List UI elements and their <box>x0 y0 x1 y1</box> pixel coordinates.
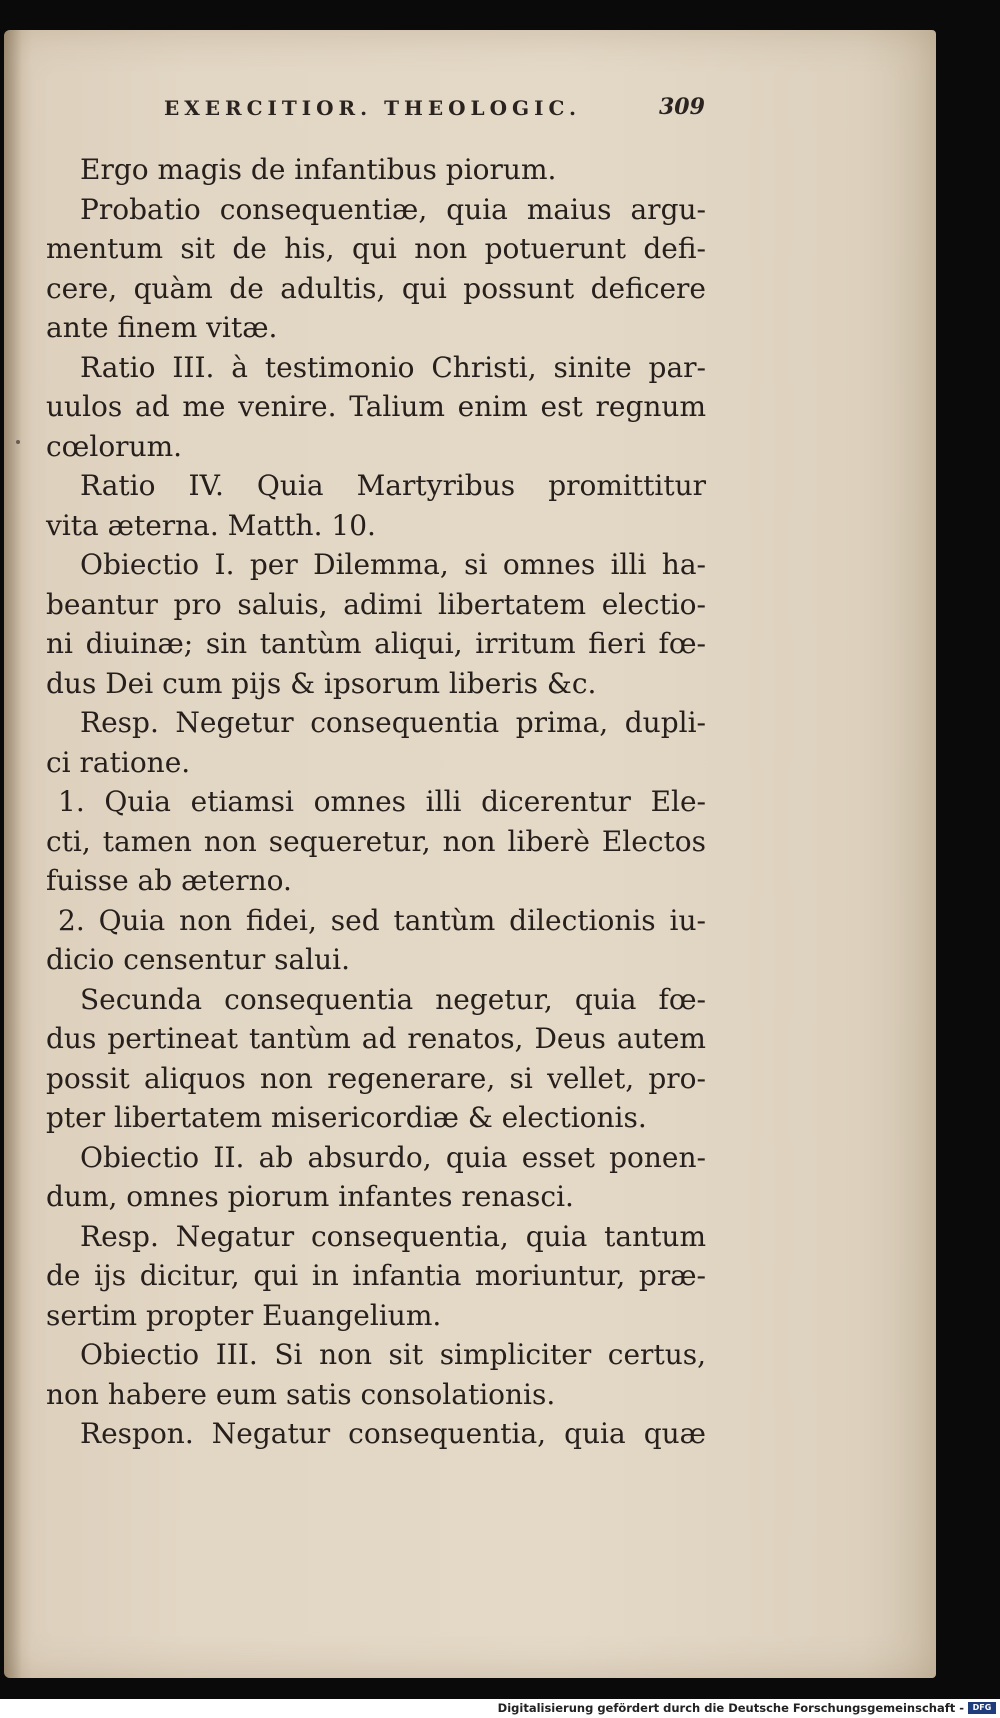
text-line: Obiectio I. per Dilemma, si omnes illi ha- <box>80 548 706 581</box>
dfg-logo: DFG <box>968 1702 996 1714</box>
text-line: Ratio III. à testimonio Christi, sinite par- <box>80 350 706 384</box>
text-line: dum, omnes piorum infantes renasci. <box>46 1180 574 1213</box>
text-line: ni diuinæ; sin tantùm aliqui, irritum fieri fœ- <box>46 627 706 660</box>
text-line: dus Dei cum pijs & ipsorum liberis &c. <box>46 666 597 700</box>
text-line: sertim propter Euangelium. <box>46 1298 442 1332</box>
text-line: beantur pro saluis, adimi libertatem electio- <box>46 587 706 621</box>
text-line: possit aliquos non regenerare, si vellet, pro- <box>46 1061 706 1095</box>
page-number: 309 <box>659 94 705 120</box>
text-line: mentum sit de his, qui non potuerunt defi- <box>46 232 706 265</box>
body-text <box>46 150 706 1454</box>
text-line: cere, quàm de adultis, qui possunt deficere <box>46 271 706 305</box>
text-line: non habere eum satis consolationis. <box>46 1377 556 1411</box>
text-line: Obiectio III. Si non sit simpliciter certus, <box>80 1338 706 1371</box>
book-page <box>4 30 936 1678</box>
text-line: vita æterna. Matth. 10. <box>46 508 376 542</box>
text-line: Secunda consequentia negetur, quia fœ- <box>80 982 706 1016</box>
running-head <box>4 88 936 128</box>
running-head-title: EXERCITIOR. THEOLOGIC. <box>164 96 582 120</box>
text-line: ci ratione. <box>46 745 191 779</box>
text-line: Resp. Negatur consequentia, quia tantum <box>80 1219 706 1253</box>
text-line: 1. Quia etiamsi omnes illi dicerentur Ele- <box>58 785 706 818</box>
text-line: ante finem vitæ. <box>46 311 278 344</box>
text-line: Ergo magis de infantibus piorum. <box>80 153 557 186</box>
text-line: fuisse ab æterno. <box>46 864 292 897</box>
text-line: Obiectio II. ab absurdo, quia esset ponen- <box>80 1140 706 1174</box>
text-line: cti, tamen non sequeretur, non liberè Electos <box>46 824 706 858</box>
footer-credit-bar <box>0 1699 1000 1718</box>
text-line: pter libertatem misericordiæ & electionis. <box>46 1101 647 1134</box>
margin-mark <box>16 440 20 444</box>
text-line: cœlorum. <box>46 429 183 463</box>
text-line: de ijs dicitur, qui in infantia moriuntur, præ- <box>46 1259 706 1292</box>
text-line: dicio censentur salui. <box>46 943 351 976</box>
text-line: Probatio consequentiæ, quia maius argu- <box>80 192 706 226</box>
funding-credit: Digitalisierung gefördert durch die Deutsche Forschungsgemeinschaft - <box>497 1701 964 1715</box>
text-line: 2. Quia non fidei, sed tantùm dilectionis iu- <box>58 903 706 937</box>
text-line: Ratio IV. Quia Martyribus promittitur <box>80 469 706 502</box>
text-line: Respon. Negatur consequentia, quia quæ <box>80 1417 706 1450</box>
text-line: dus pertineat tantùm ad renatos, Deus autem <box>46 1022 706 1055</box>
text-line: Resp. Negetur consequentia prima, dupli- <box>80 706 706 739</box>
text-line: uulos ad me venire. Talium enim est regnum <box>46 390 706 423</box>
